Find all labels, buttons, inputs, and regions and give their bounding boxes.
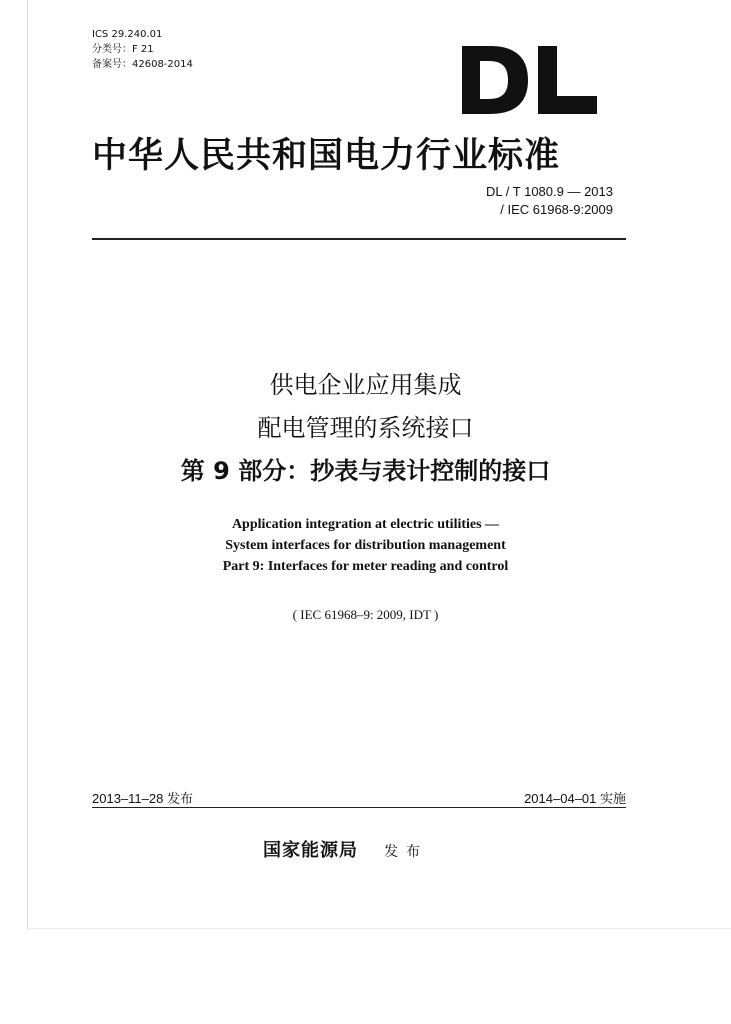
english-title: [0, 514, 731, 577]
standard-number-block: [486, 183, 613, 219]
english-title-line-2: System interfaces for distribution management: [225, 538, 506, 553]
classification-number: 分类号：F 21: [92, 44, 154, 55]
header-divider: [92, 238, 626, 240]
record-number: 备案号：42608-2014: [92, 59, 193, 70]
footer-divider: [92, 807, 626, 808]
ics-number: ICS 29.240.01: [92, 29, 163, 40]
publishing-agency: 国家能源局: [263, 840, 358, 861]
equivalent-standard-number: / IEC 61968-9:2009: [500, 202, 613, 217]
publish-action: 发布: [384, 844, 428, 860]
iec-equivalence-note: ( IEC 61968–9: 2009, IDT ): [292, 607, 439, 622]
chinese-title-line-1: 供电企业应用集成: [269, 371, 462, 399]
standard-number: DL / T 1080.9 — 2013: [486, 184, 613, 199]
chinese-title-line-3: 第 9 部分：抄表与表计控制的接口: [180, 457, 551, 485]
scan-bottom-edge: [27, 928, 731, 929]
chinese-title: [0, 364, 731, 493]
issue-date: 2013–11–28 发布: [92, 791, 193, 806]
implementation-date: 2014–04–01 实施: [524, 791, 626, 806]
chinese-title-line-2: 配电管理的系统接口: [257, 414, 474, 442]
english-title-line-1: Application integration at electric utilities —: [231, 517, 500, 532]
dl-logo: [462, 46, 597, 114]
cover-metadata: [92, 27, 193, 72]
issuing-standard-category: 中华人民共和国电力行业标准: [92, 135, 561, 176]
english-title-line-3: Part 9: Interfaces for meter reading and control: [222, 559, 509, 574]
publisher-line: [263, 836, 428, 862]
